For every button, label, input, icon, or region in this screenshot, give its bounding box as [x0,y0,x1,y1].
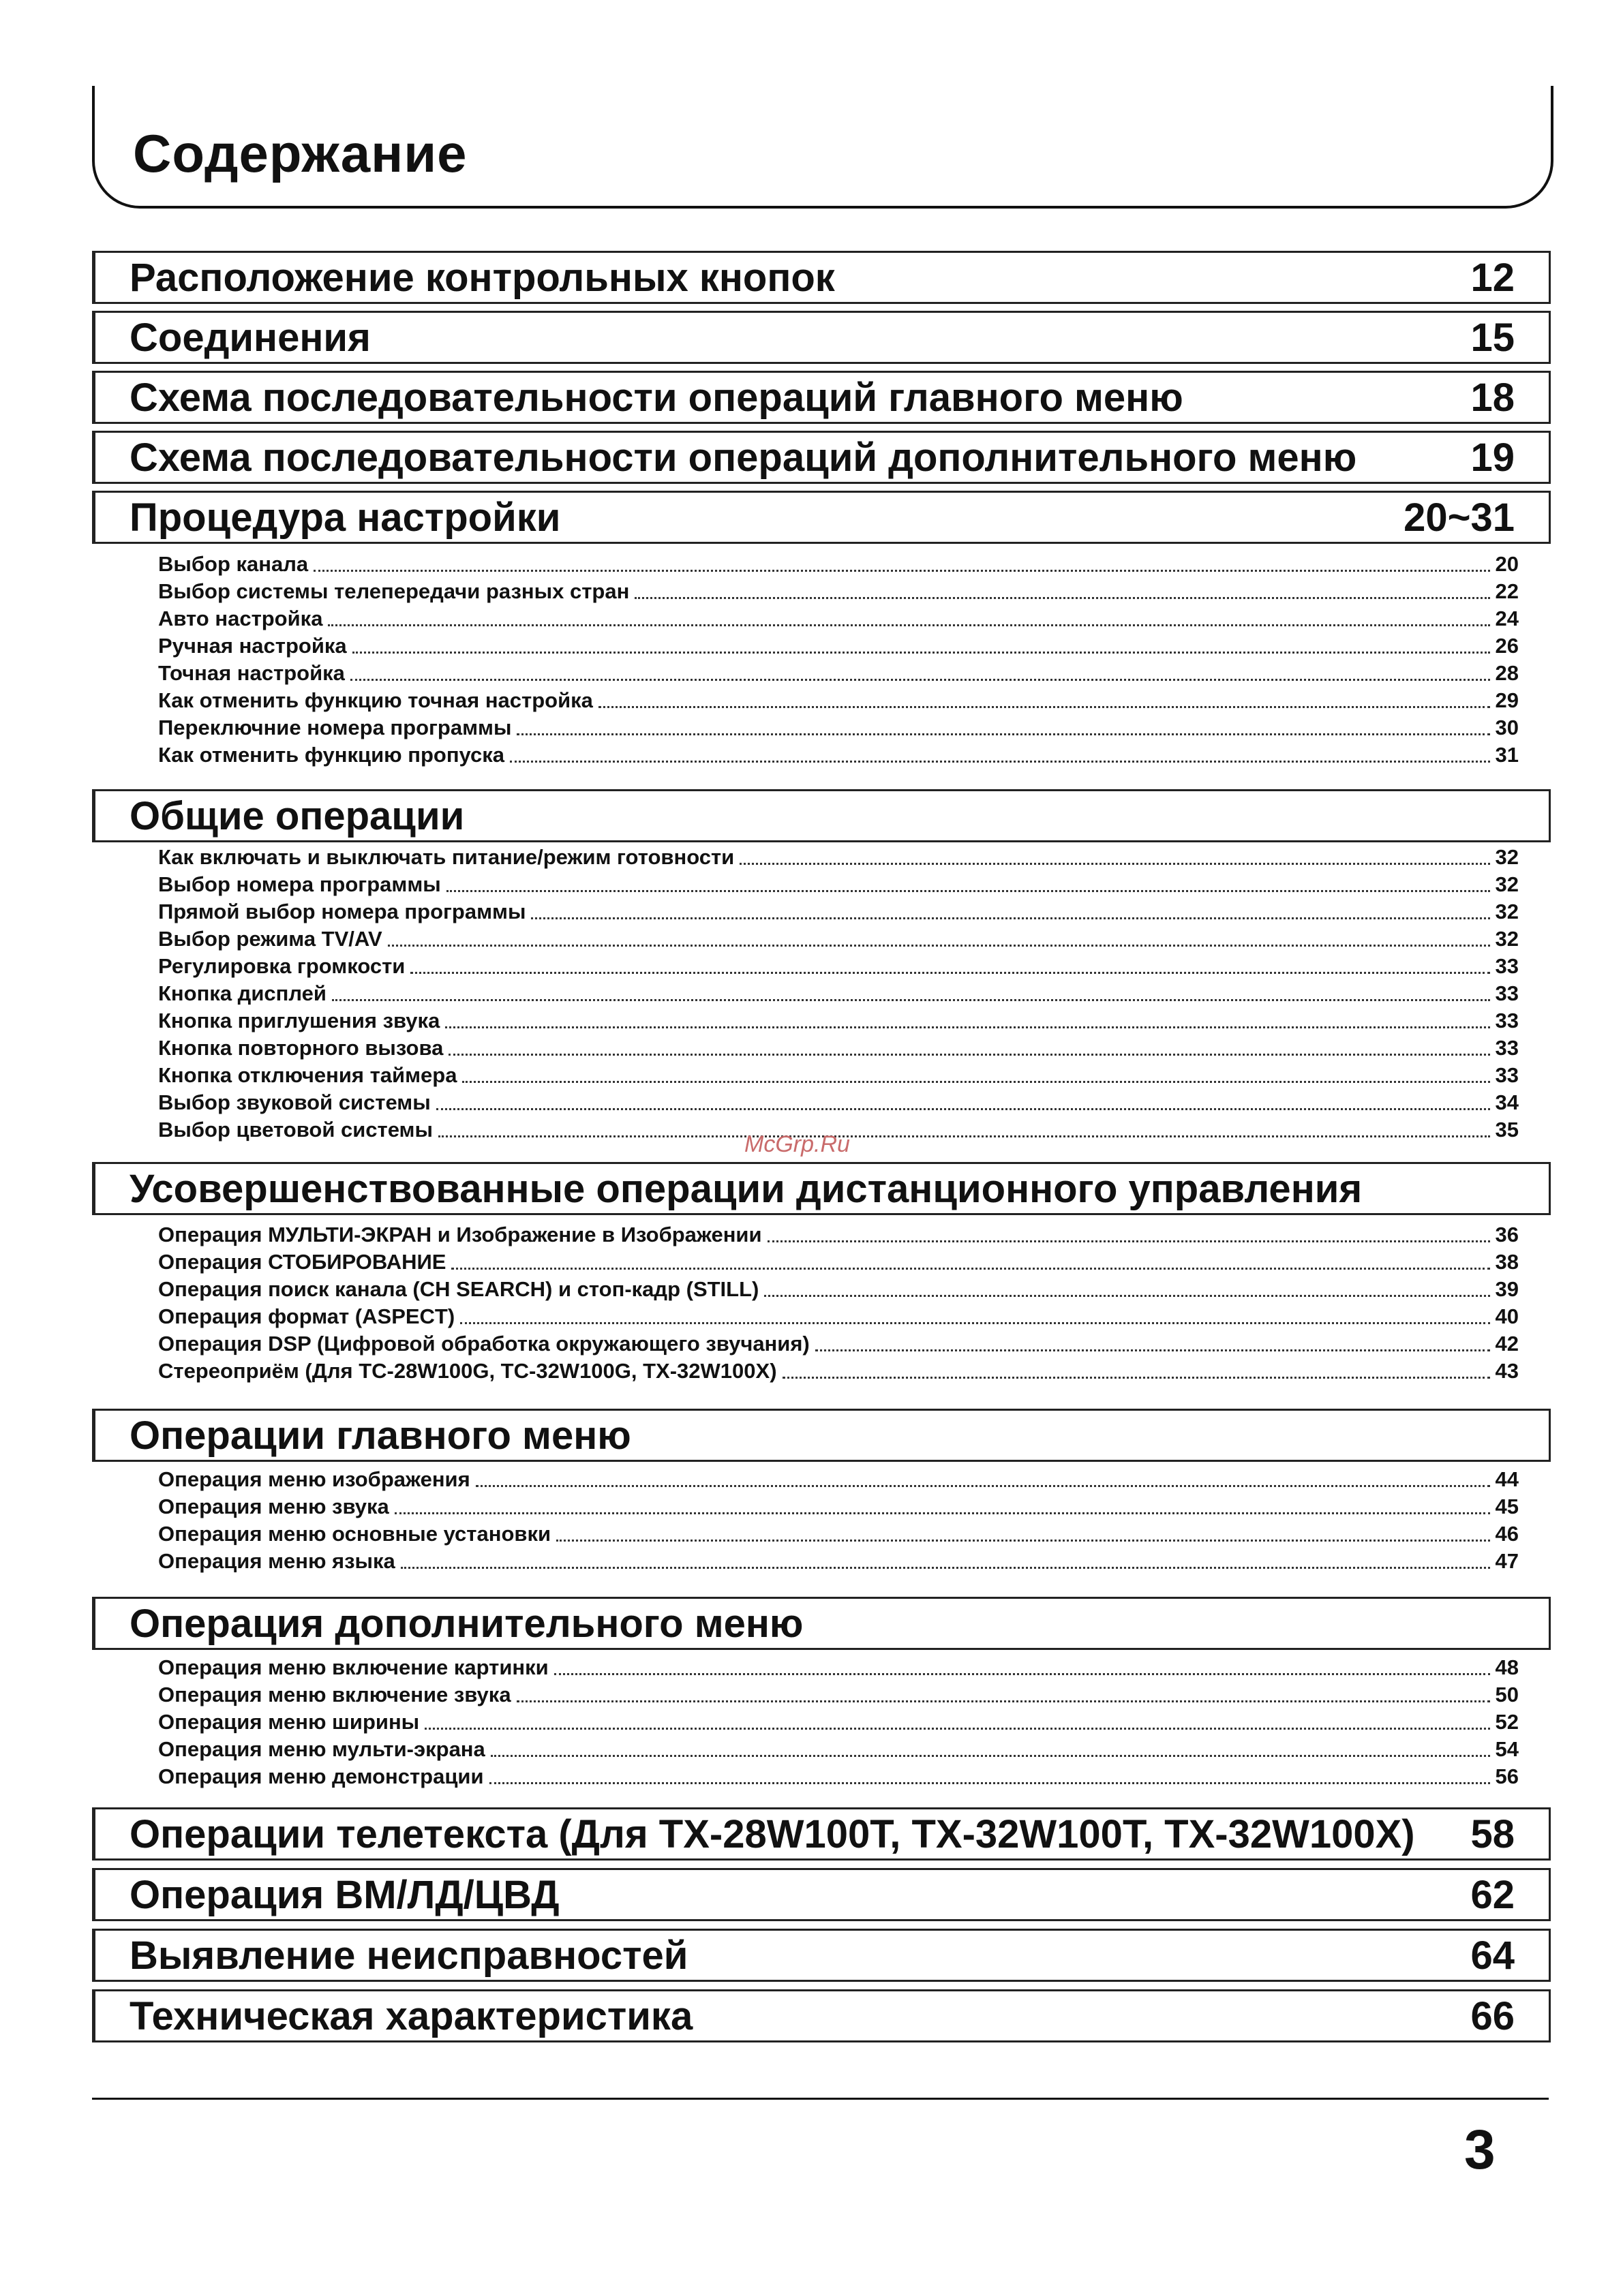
toc-item[interactable] [158,953,1519,980]
toc-item-page: 54 [1495,1737,1519,1761]
toc-item-page: 40 [1495,1304,1519,1328]
section-page: 18 [1470,375,1515,420]
toc-item-text: Операция МУЛЬТИ-ЭКРАН и Изображение в Изображении [158,1223,762,1246]
toc-item-text: Выбор режима TV/AV [158,927,382,951]
toc-item-text: Операция DSP (Цифровой обработка окружающего звучания) [158,1332,810,1356]
toc-item-text: Авто настройка [158,607,323,630]
toc-item-text: Выбор номера программы [158,872,441,896]
toc-item[interactable] [158,687,1519,714]
toc-item-text: Стереоприём (Для TC-28W100G, TC-32W100G, TX-32W100X) [158,1359,777,1383]
toc-item[interactable] [158,605,1519,632]
dot-leader [635,596,1489,599]
dot-leader [436,1107,1490,1110]
toc-item[interactable] [158,980,1519,1007]
toc-item-page: 45 [1495,1495,1519,1518]
toc-section-main-menu[interactable] [92,1409,1551,1462]
toc-item[interactable] [158,741,1519,769]
toc-item[interactable] [158,1249,1519,1276]
dot-leader [314,569,1489,572]
toc-section-vcr-ld-dvd[interactable] [92,1868,1551,1921]
toc-item-page: 44 [1495,1467,1519,1491]
section-page: 15 [1470,315,1515,360]
toc-item-text: Операция меню языка [158,1549,395,1573]
toc-item[interactable] [158,1221,1519,1249]
toc-item-text: Операция поиск канала (CH SEARCH) и стоп-кадр (STILL) [158,1277,759,1301]
dot-leader [332,998,1490,1001]
dot-leader [388,944,1490,947]
dot-leader [554,1672,1490,1675]
toc-item-text: Операция меню основные установки [158,1522,551,1546]
dot-leader [598,705,1490,708]
toc-item[interactable] [158,844,1519,871]
section-label: Процедура настройки [130,495,561,540]
toc-item-page: 32 [1495,845,1519,869]
section-label: Операции телетекста (Для TX-28W100T, TX-32W100T, TX-32W100X) [130,1811,1415,1856]
toc-item-page: 52 [1495,1710,1519,1734]
toc-item-text: Выбор системы телепередачи разных стран [158,579,630,603]
toc-item[interactable] [158,578,1519,605]
dot-leader [510,760,1490,763]
section-label: Операция ВМ/ЛД/ЦВД [130,1872,560,1917]
toc-item-text: Кнопка дисплей [158,981,327,1005]
section-label: Расположение контрольных кнопок [130,255,835,300]
dot-leader [350,678,1490,681]
section-page: 64 [1470,1933,1515,1978]
dot-leader [476,1484,1490,1487]
toc-section-extra-menu-flow[interactable] [92,431,1551,484]
toc-list-extra-menu [158,1654,1519,1790]
toc-item-page: 42 [1495,1332,1519,1356]
dot-leader [451,1267,1489,1270]
toc-section-main-menu-flow[interactable] [92,371,1551,424]
toc-item-page: 33 [1495,981,1519,1005]
toc-item-page: 32 [1495,900,1519,923]
toc-item-text: Точная настройка [158,661,345,685]
dot-leader [410,971,1489,974]
toc-item-page: 29 [1495,688,1519,712]
toc-item[interactable] [158,1035,1519,1062]
toc-item-text: Как включать и выключать питание/режим готовности [158,845,735,869]
section-label: Соединения [130,315,371,360]
toc-item-page: 36 [1495,1223,1519,1246]
toc-section-remote-advanced[interactable] [92,1162,1551,1215]
dot-leader [491,1754,1490,1757]
toc-list-main-menu [158,1466,1519,1575]
toc-item-page: 35 [1495,1118,1519,1142]
toc-list-remote-advanced [158,1221,1519,1385]
toc-item[interactable] [158,898,1519,925]
toc-item[interactable] [158,1548,1519,1575]
toc-section-troubleshooting[interactable] [92,1929,1551,1982]
toc-item-text: Операция формат (ASPECT) [158,1304,455,1328]
toc-item-page: 43 [1495,1359,1519,1383]
toc-item-page: 34 [1495,1090,1519,1114]
toc-section-tuning[interactable] [92,491,1551,544]
watermark: McGrp.Ru [744,1131,850,1157]
toc-item[interactable] [158,632,1519,660]
toc-item-page: 33 [1495,954,1519,978]
dot-leader [395,1512,1490,1514]
section-label: Операции главного меню [130,1413,631,1458]
dot-leader [449,1053,1489,1056]
toc-item[interactable] [158,1330,1519,1358]
toc-item-text: Операция меню изображения [158,1467,470,1491]
toc-item-page: 20 [1495,552,1519,576]
toc-item-text: Переключние номера программы [158,716,512,739]
toc-item-page: 38 [1495,1250,1519,1274]
page-title: Содержание [133,123,468,183]
toc-item-page: 33 [1495,1036,1519,1060]
toc-item[interactable] [158,1062,1519,1089]
toc-item[interactable] [158,925,1519,953]
toc-section-connections[interactable] [92,311,1551,364]
toc-item-page: 30 [1495,716,1519,739]
dot-leader [438,1135,1490,1137]
toc-list-general-operations [158,844,1519,1144]
toc-item-text: Как отменить функцию пропуска [158,743,505,767]
toc-item-page: 33 [1495,1009,1519,1032]
toc-item-page: 26 [1495,634,1519,658]
page-number: 3 [1464,2119,1496,2181]
toc-item-text: Операция меню включение звука [158,1683,511,1706]
toc-item-page: 56 [1495,1764,1519,1788]
section-page: 19 [1470,435,1515,480]
toc-item[interactable] [158,1089,1519,1116]
toc-item-text: Операция меню включение картинки [158,1655,549,1679]
dot-leader [764,1294,1489,1297]
toc-item-page: 32 [1495,872,1519,896]
section-label: Схема последовательности операций главного меню [130,375,1183,420]
section-label: Выявление неисправностей [130,1933,688,1978]
section-page: 62 [1470,1872,1515,1917]
section-page: 20~31 [1404,495,1515,540]
toc-item-page: 22 [1495,579,1519,603]
toc-item[interactable] [158,1466,1519,1493]
dot-leader [783,1376,1490,1379]
toc-item[interactable] [158,1303,1519,1330]
dot-leader [460,1321,1489,1324]
toc-section-controls[interactable] [92,251,1551,304]
toc-item-text: Операция меню ширины [158,1710,420,1734]
toc-item-text: Регулировка громкости [158,954,406,978]
dot-leader [740,862,1489,865]
section-label: Техническая характеристика [130,1993,693,2038]
toc-item-text: Операция СТОБИРОВАНИЕ [158,1250,446,1274]
toc-item-text: Выбор цветовой системы [158,1118,433,1142]
dot-leader [425,1727,1489,1730]
toc-item-page: 46 [1495,1522,1519,1546]
toc-item[interactable] [158,871,1519,898]
section-label: Общие операции [130,793,465,838]
toc-item-page: 39 [1495,1277,1519,1301]
dot-leader [352,651,1490,654]
dot-leader [328,624,1489,626]
dot-leader [815,1349,1490,1351]
toc-section-specifications[interactable] [92,1989,1551,2042]
toc-item-text: Прямой выбор номера программы [158,900,526,923]
dot-leader [446,889,1490,892]
toc-item[interactable] [158,660,1519,687]
dot-leader [517,733,1489,735]
dot-leader [489,1781,1490,1784]
toc-item-text: Кнопка приглушения звука [158,1009,440,1032]
toc-item-page: 47 [1495,1549,1519,1573]
toc-item[interactable] [158,1736,1519,1763]
toc-item[interactable] [158,714,1519,741]
toc-section-general-operations[interactable] [92,789,1551,842]
dot-leader [531,917,1489,919]
toc-item-text: Операция меню мульти-экрана [158,1737,485,1761]
section-page: 12 [1470,255,1515,300]
dot-leader [462,1080,1489,1083]
toc-item-text: Выбор звуковой системы [158,1090,431,1114]
toc-item-text: Операция меню звука [158,1495,389,1518]
toc-list-tuning [158,551,1519,769]
toc-item[interactable] [158,1520,1519,1548]
section-page: 66 [1470,1993,1515,2038]
toc-item-text: Ручная настройка [158,634,347,658]
toc-item-page: 50 [1495,1683,1519,1706]
section-label: Операция дополнительного меню [130,1601,804,1646]
toc-item[interactable] [158,1681,1519,1709]
toc-item[interactable] [158,1709,1519,1736]
toc-item-text: Кнопка повторного вызова [158,1036,444,1060]
toc-item-text: Выбор канала [158,552,309,576]
toc-item-text: Как отменить функцию точная настройка [158,688,593,712]
toc-item[interactable] [158,1276,1519,1303]
dot-leader [556,1539,1490,1542]
toc-item-text: Операция меню демонстрации [158,1764,484,1788]
section-label: Схема последовательности операций дополнительного меню [130,435,1357,480]
toc-section-extra-menu[interactable] [92,1597,1551,1650]
toc-item[interactable] [158,1007,1519,1035]
toc-item-page: 33 [1495,1063,1519,1087]
dot-leader [445,1026,1489,1028]
toc-item[interactable] [158,1358,1519,1385]
toc-item-page: 24 [1495,607,1519,630]
toc-item[interactable] [158,1654,1519,1681]
toc-item[interactable] [158,1493,1519,1520]
toc-item[interactable] [158,1763,1519,1790]
dot-leader [401,1566,1490,1569]
toc-item-page: 32 [1495,927,1519,951]
toc-item-page: 31 [1495,743,1519,767]
toc-item-page: 28 [1495,661,1519,685]
dot-leader [517,1700,1490,1702]
section-label: Усовершенствованные операции дистанционного управления [130,1166,1363,1211]
footer-rule [92,2098,1549,2100]
toc-section-teletext[interactable] [92,1807,1551,1861]
toc-item[interactable] [158,551,1519,578]
section-page: 58 [1470,1811,1515,1856]
toc-item-page: 48 [1495,1655,1519,1679]
toc-item-text: Кнопка отключения таймера [158,1063,457,1087]
dot-leader [768,1240,1490,1242]
